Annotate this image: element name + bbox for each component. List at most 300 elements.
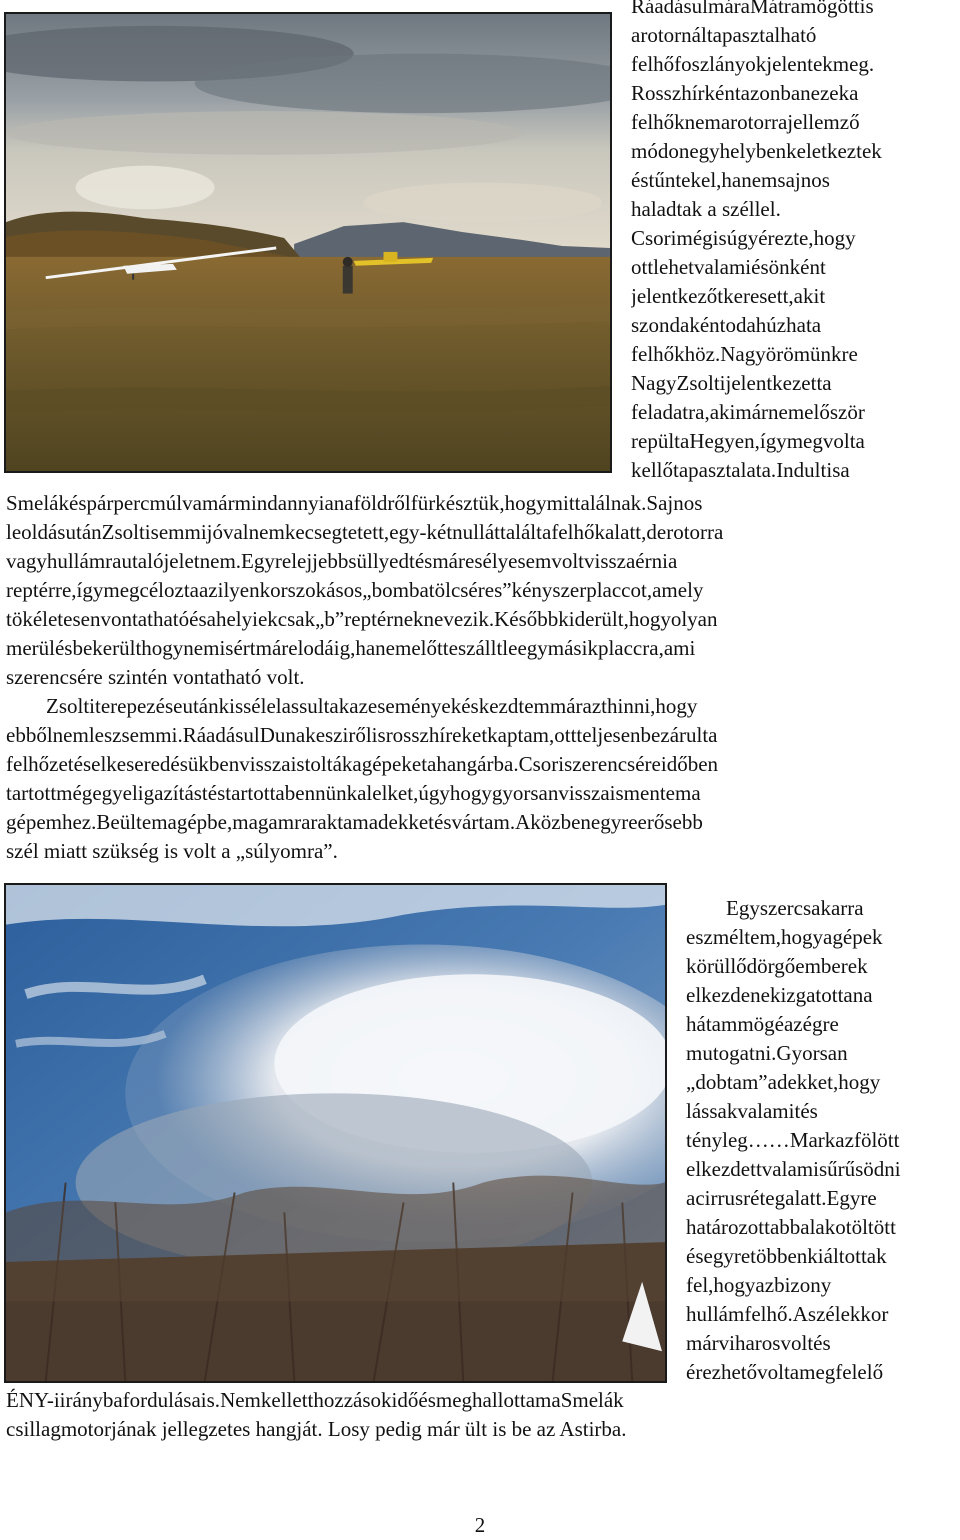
word: bizony [774,1273,832,1297]
word: hogy [628,607,671,631]
word: alatt. [785,1186,827,1210]
word: és [434,810,452,834]
text-line [631,311,956,340]
word: hogy [504,491,547,515]
word: jóval [206,520,249,544]
text-line [631,398,956,427]
word: dekket [378,810,435,834]
word: hátam [686,1012,738,1036]
word: fölött [853,1128,900,1152]
word: le [502,636,518,660]
word: a [855,429,865,453]
word: hangárba. [436,752,519,776]
text-line [631,21,956,50]
word: hírként [681,81,741,105]
word: viharos [718,1331,781,1355]
word: nullát [452,520,500,544]
word: valamit [737,1099,801,1123]
word: és [189,607,207,631]
word: örömünkre [765,342,858,366]
word: a [631,23,641,47]
word: szél [807,1302,841,1326]
word: nem [183,636,220,660]
word: a [541,520,552,544]
word: gyorsan [491,781,559,805]
word: is [859,0,874,18]
word: kezdtem [478,694,550,718]
text-line [6,779,956,808]
word: földről [353,491,411,515]
word: csak [793,896,831,920]
word: az [755,1273,775,1297]
word: Zsolti [676,371,726,395]
word: kissé [218,694,261,718]
text-line [686,981,956,1010]
word: híreket [428,723,488,747]
word: fel, [686,1273,714,1297]
word: hogy [713,1273,756,1297]
word: mit [546,491,575,515]
word: eszméltem, [686,925,782,949]
word: utaló [121,549,164,573]
word: izgatottan [780,983,864,1007]
word: a [863,983,873,1007]
word: felhők [551,520,605,544]
word: teljesen [576,723,641,747]
word: kellő [631,458,673,482]
word: is [609,781,624,805]
word: Gyorsan [776,1041,848,1065]
word: lejjebb [291,549,349,573]
text-column-top [631,0,956,485]
word: volt [780,1331,814,1355]
word: és [813,1331,831,1355]
word: Ráadásul [631,0,708,18]
text-line [631,166,956,195]
word: mögé [737,1012,784,1036]
word: a [767,1070,777,1094]
word: tartotta [225,781,285,805]
word: gépemhez. [6,810,97,834]
word: odáig, [303,636,356,660]
word: arra [830,896,864,920]
word: így [76,578,104,602]
text-line [6,1386,956,1415]
word: vagy [6,549,47,573]
word: Rossz [631,81,682,105]
word: tényleg…… [686,1128,790,1152]
word: rotorra [730,110,788,134]
word: keresett, [723,284,794,308]
word: a [679,429,690,453]
text-line [6,721,956,750]
text-line [686,952,956,981]
word: még [56,781,93,805]
word: süllyedt [348,549,415,573]
word: ÉNY-i [6,1388,60,1412]
text-line [686,1126,956,1155]
word: úgy [726,226,759,250]
word: a [691,781,701,805]
word: fordulása [122,1388,201,1412]
word: alatt, [604,520,647,544]
word: Indult [776,458,827,482]
word: eligazítást [122,781,208,805]
word: nem. [199,549,242,573]
text-line: csillagmotorjának jellegzetes hangját. Losy pedig már ült is be az Astirba. [6,1417,627,1441]
word: a [740,0,750,18]
word: szondaként [631,313,726,337]
word: ott [631,255,654,279]
text-block-end [6,1386,956,1444]
word: jellemző [787,110,860,134]
word: felhőfoszlányok [631,52,767,76]
word: Zsolti [101,520,151,544]
word: lelassultak [260,694,350,718]
word: már [686,1331,719,1355]
word: hogy [838,1070,881,1094]
word: így [759,429,787,453]
text-line [686,1271,956,1300]
word: másik [547,636,598,660]
word: idő [391,1388,419,1412]
word: úgyhogy [418,781,492,805]
word: esélye [465,549,518,573]
word: kényszerplaccot, [511,578,653,602]
word: hanem [721,168,778,192]
text-line [6,518,956,547]
text-line [631,282,956,311]
word: Mátra [749,0,801,18]
text-line [6,576,956,605]
text-line [6,605,956,634]
word: felhők [631,110,685,134]
text-line: szél miatt szükség is volt a „súlyomra”. [6,839,338,863]
word: előtte [411,636,458,660]
word: raktam [310,810,369,834]
word: elkezdenek [686,983,781,1007]
word: a [344,491,354,515]
text-line [686,1184,956,1213]
text-line [686,1358,956,1387]
word: került [92,636,142,660]
word: kaptam, [487,723,555,747]
word: és [414,549,433,573]
word: és [207,781,226,805]
word: Ráadásul [182,723,260,747]
word: is. [200,1388,221,1412]
word: és [800,1099,818,1123]
text-line [686,1300,956,1329]
word: A [515,810,531,834]
word: repült [631,429,680,453]
word: öltött [851,1215,896,1239]
word: a [849,81,859,105]
word: körül [686,954,731,978]
word: Nagy [720,342,766,366]
word: és [418,1388,436,1412]
text-line [686,1155,956,1184]
text-block-main [6,489,956,866]
word: kecsegtetett, [284,520,390,544]
word: szállt [457,636,503,660]
text-line [686,1097,956,1126]
word: már [255,636,289,660]
text-line [631,50,956,79]
word: Később [494,607,559,631]
word: a [167,810,177,834]
word: semmi. [121,723,183,747]
word: nem [684,110,721,134]
word: Nagy [631,371,677,395]
word: semmi [150,520,207,544]
word: ott [554,723,577,747]
word: vissza [558,781,610,805]
word: „bombatölcséres” [362,578,512,602]
text-line [686,1068,956,1097]
word: tolták [304,752,353,776]
word: is [219,636,234,660]
word: tapasztalata. [673,458,777,482]
word: cirrus [695,1186,744,1210]
word: irányba [59,1388,123,1412]
word: után [65,520,102,544]
text-line [686,1213,956,1242]
word: volt [757,1360,790,1384]
word: már [201,491,235,515]
word: tökéletesen [6,607,101,631]
word: hogy [781,925,824,949]
word: nem [768,400,805,424]
word: réteg [743,1186,786,1210]
word: hozzá [313,1388,363,1412]
word: elkezdett [686,1157,762,1181]
text-line [631,137,956,166]
word: az [198,578,218,602]
word: egy [517,636,548,660]
word: el [288,636,304,660]
word: múlva [149,491,202,515]
word: gépeket [361,752,428,776]
word: égre [802,1012,839,1036]
text-line [6,692,956,721]
word: odahúzhat [725,313,812,337]
word: vártam. [451,810,516,834]
word: és [69,491,87,515]
word: és [751,255,769,279]
word: a [667,549,678,573]
word: reptérre, [6,578,77,602]
word: valami [761,1157,819,1181]
word: a [427,752,437,776]
word: Markaz [789,1128,854,1152]
word: események [367,694,462,718]
word: A [792,1302,808,1326]
word: reptérnek [344,607,424,631]
text-line: haladtak a széllel. [631,197,781,221]
text-line [686,1242,956,1271]
word: hanem [355,636,412,660]
word: egy [92,781,123,805]
word: lehet [653,255,694,279]
word: a [352,752,362,776]
word: a [811,313,822,337]
word: fürkésztük, [410,491,505,515]
text-line [631,340,956,369]
word: egyre [590,810,638,834]
word: önként [768,255,826,279]
word: a [551,1388,561,1412]
word: kiderült, [558,607,629,631]
word: és [461,694,479,718]
word: hogy [655,694,698,718]
word: kiáltottak [807,1244,887,1268]
word: vissza [239,752,291,776]
word: lássak [686,1099,738,1123]
word: nem [52,723,89,747]
word: is [290,752,305,776]
word: találnak. [574,491,647,515]
wave-cloud-photo [4,883,667,1383]
text-line: szerencsére szintén vontatható volt. [6,665,305,689]
word: a [368,810,379,834]
word: ebből [6,723,53,747]
text-line [631,224,956,253]
word: ami [663,636,696,660]
word: a [822,371,832,395]
word: már [735,400,769,424]
text-line [631,456,956,485]
word: valami [693,255,752,279]
word: meghallottam [435,1388,552,1412]
word: sajnos [777,168,830,192]
word: a [357,781,367,805]
word: visszaérni [583,549,668,573]
word: Egyszer [726,896,794,920]
word: terepezése [95,694,183,718]
word: mutogatni. [686,1041,777,1065]
word: aki [709,400,736,424]
word: Egyre [241,549,292,573]
word: „dobtam” [686,1070,768,1094]
word: és [686,1244,704,1268]
word: nevezik. [423,607,495,631]
word: mindannyian [234,491,345,515]
word: Egyre [826,1186,877,1210]
word: ekkor [840,1302,889,1326]
word: vontatható [100,607,190,631]
word: is [826,458,841,482]
word: bezárult [640,723,709,747]
word: pár [86,491,114,515]
word: tűntek [648,168,701,192]
word: magamra [232,810,311,834]
word: azonban [740,81,811,105]
word: el, [701,168,722,192]
word: Sajnos [646,491,703,515]
text-line [631,108,956,137]
word: dekket, [776,1070,839,1094]
word: jelentkezett [725,371,823,395]
word: megfelelő [799,1360,884,1384]
text-line [686,923,956,952]
word: meg. [832,52,875,76]
word: hogy [813,226,856,250]
word: „b” [315,607,345,631]
word: feladatra, [631,400,710,424]
word: rossz [385,723,429,747]
word: mégis [676,226,727,250]
word: is [371,723,386,747]
word: megvolt [786,429,856,453]
word: sűrűsödni [818,1157,901,1181]
word: módon [631,139,690,163]
word: felhőkhöz. [631,342,721,366]
word: hullámfelhő. [686,1302,793,1326]
word: a [686,1186,696,1210]
word: ért [233,636,256,660]
word: azt [582,694,607,718]
word: lesz [88,723,122,747]
word: szerencsére [564,752,661,776]
word: többen [750,1244,808,1268]
word: helyiek [215,607,278,631]
word: erősebb [637,810,703,834]
word: Nem [220,1388,261,1412]
word: megcélozta [103,578,199,602]
word: szokásos [287,578,363,602]
word: jelet [163,549,200,573]
text-line [6,547,956,576]
word: gépek [832,925,883,949]
word: a [720,110,731,134]
word: sem [517,549,552,573]
word: emberek [795,954,868,978]
word: határozottabb [686,1215,801,1239]
word: a [789,1360,800,1384]
word: alakot [800,1215,852,1239]
word: már [549,694,583,718]
word: helyben [719,139,787,163]
word: után [182,694,219,718]
word: felhőzet [6,752,74,776]
word: csak [277,607,316,631]
word: olyan [670,607,718,631]
airfield-photo [4,12,612,473]
text-line [6,489,956,518]
word: már [432,549,465,573]
page-number: 2 [474,1513,486,1537]
word: rotorra [666,520,724,544]
text-line [6,808,956,837]
word: rotornál [640,23,707,47]
word: Zsolti [46,694,96,718]
word: bennünk [284,781,358,805]
word: lődörgő [730,954,796,978]
word: Smelák [6,491,69,515]
word: ezek [810,81,850,105]
word: érezte, [758,226,814,250]
word: tapasztalható [706,23,817,47]
word: egyre [703,1244,751,1268]
word: Beültem [96,810,168,834]
word: kellett [260,1388,314,1412]
text-line [631,369,956,398]
word: merülésbe [6,636,93,660]
text-line [631,253,956,282]
text-line [631,427,956,456]
text-line [686,1010,956,1039]
